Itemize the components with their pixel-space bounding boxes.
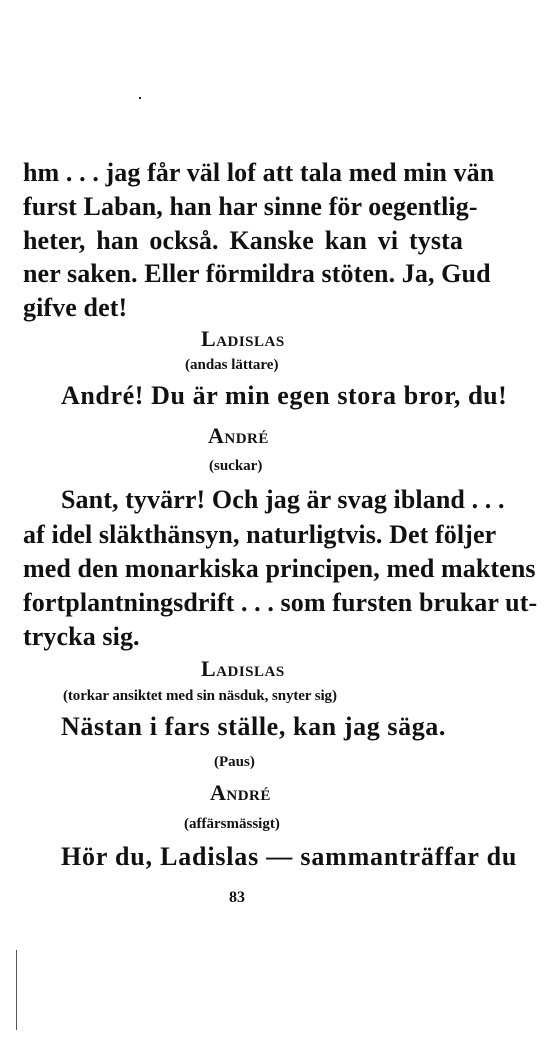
stage-direction: (suckar)	[209, 458, 263, 474]
text-line-11: trycka sig.	[23, 622, 140, 651]
text-line-9-content: med den monarkiska principen, med maktens	[23, 554, 536, 583]
text-line-5: gifve det!	[23, 293, 128, 322]
text-line-9	[23, 554, 536, 584]
text-line-6: André! Du är min egen stora bror, du!	[61, 381, 508, 410]
speaker-name: Ladislas	[201, 656, 285, 681]
stage-direction: (andas lättare)	[185, 357, 279, 373]
text-line-13: Hör du, Ladislas — sammanträffar du	[61, 842, 518, 871]
text-line-12: Nästan i fars ställe, kan jag säga.	[61, 712, 447, 741]
page-number: 83	[229, 889, 245, 906]
text-line-1-content: hm . . . jag får väl lof att tala med min vän	[23, 158, 495, 187]
text-line-4	[23, 259, 491, 289]
text-line-2	[23, 192, 478, 222]
stage-direction: (Paus)	[214, 754, 255, 770]
text-line-8-content: af idel släkthänsyn, naturligtvis. Det följer	[23, 520, 497, 549]
stage-direction: (affärsmässigt)	[184, 816, 280, 832]
margin-rule	[16, 950, 17, 1030]
scan-speck	[139, 97, 141, 99]
text-line-7: Sant, tyvärr! Och jag är svag ibland . . .	[61, 485, 505, 514]
text-line-1	[23, 158, 495, 188]
text-line-3	[23, 226, 463, 256]
speaker-name: Ladislas	[201, 326, 285, 351]
stage-direction: (torkar ansiktet med sin näsduk, snyter sig)	[63, 688, 337, 704]
text-line-8	[23, 520, 497, 550]
text-line-2-content: furst Laban, han har sinne för oegentlig-	[23, 192, 478, 221]
text-line-10-content: fortplantningsdrift . . . som fursten brukar ut-	[23, 588, 538, 617]
text-line-3-content: heter, han också. Kanske kan vi tysta	[23, 226, 463, 255]
speaker-name: André	[208, 423, 269, 448]
text-line-4-content: ner saken. Eller förmildra stöten. Ja, Gud	[23, 259, 491, 288]
text-line-10	[23, 588, 538, 618]
speaker-name: André	[210, 780, 271, 805]
